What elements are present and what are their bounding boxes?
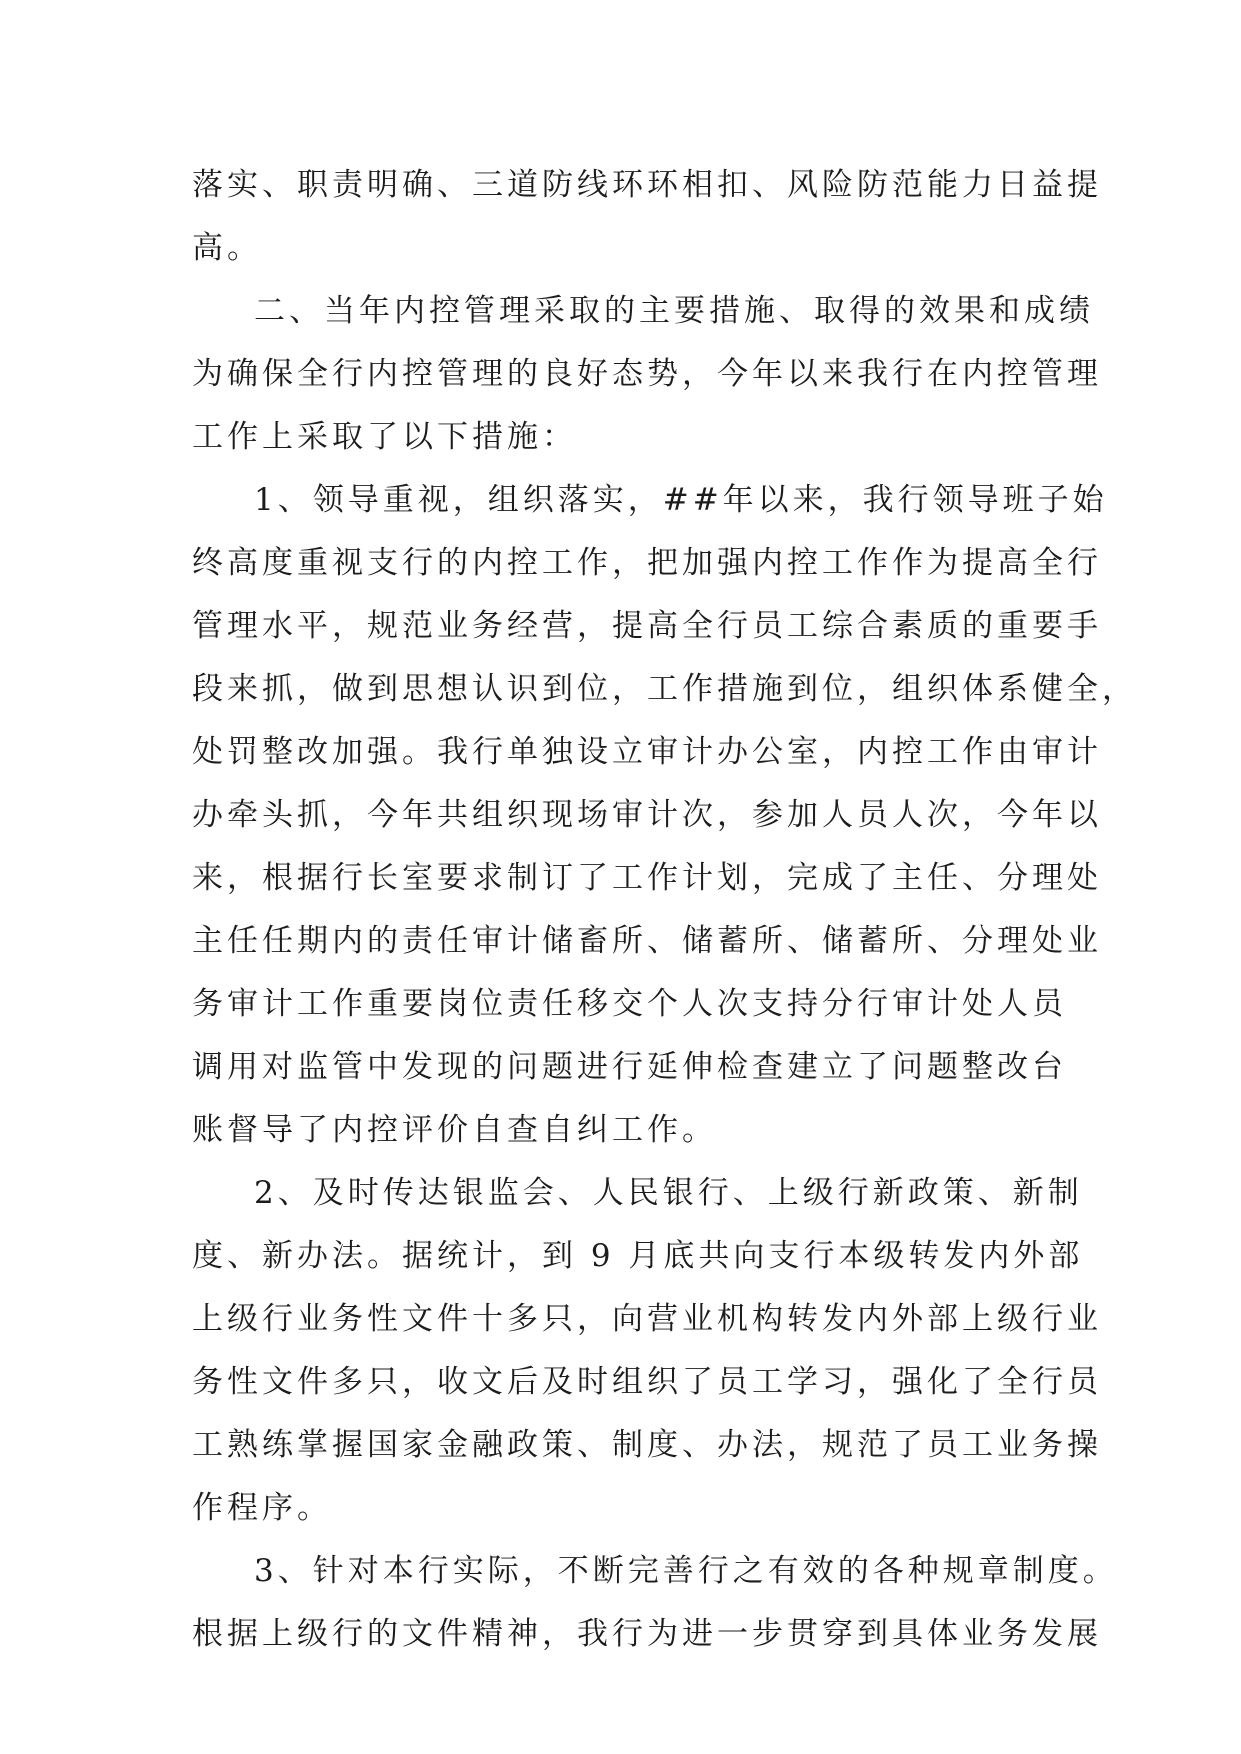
text-line: 二、当年内控管理采取的主要措施、取得的效果和成绩 bbox=[254, 293, 1094, 329]
text-line: 终高度重视支行的内控工作，把加强内控工作作为提高全行 bbox=[192, 545, 1102, 581]
text-line: 主任任期内的责任审计储畜所、储蓄所、储蓄所、分理处业 bbox=[192, 923, 1102, 959]
text-line: 高。 bbox=[192, 230, 262, 266]
text-line: 管理水平，规范业务经营，提高全行员工综合素质的重要手 bbox=[192, 608, 1102, 644]
text-line: 作程序。 bbox=[192, 1490, 332, 1526]
text-line: 处罚整改加强。我行单独设立审计办公室，内控工作由审计 bbox=[192, 734, 1102, 770]
text-line: 1、领导重视，组织落实，##年以来，我行领导班子始 bbox=[254, 482, 1108, 518]
text-line: 根据上级行的文件精神，我行为进一步贯穿到具体业务发展 bbox=[192, 1616, 1102, 1652]
text-line: 度、新办法。据统计，到 9 月底共向支行本级转发内外部 bbox=[192, 1238, 1084, 1274]
text-line: 务审计工作重要岗位责任移交个人次支持分行审计处人员 bbox=[192, 986, 1067, 1022]
text-line: 来，根据行长室要求制订了工作计划，完成了主任、分理处 bbox=[192, 860, 1102, 896]
text-line: 工熟练掌握国家金融政策、制度、办法，规范了员工业务操 bbox=[192, 1427, 1102, 1463]
text-line: 为确保全行内控管理的良好态势，今年以来我行在内控管理 bbox=[192, 356, 1102, 392]
text-line: 调用对监管中发现的问题进行延伸检查建立了问题整改台 bbox=[192, 1049, 1067, 1085]
text-line: 段来抓，做到思想认识到位，工作措施到位，组织体系健全， bbox=[192, 671, 1137, 707]
document-body bbox=[192, 154, 1137, 1666]
text-line: 2、及时传达银监会、人民银行、上级行新政策、新制 bbox=[254, 1175, 1083, 1211]
text-line: 落实、职责明确、三道防线环环相扣、风险防范能力日益提 bbox=[192, 167, 1102, 203]
text-line: 上级行业务性文件十多只，向营业机构转发内外部上级行业 bbox=[192, 1301, 1102, 1337]
text-line: 办牵头抓，今年共组织现场审计次，参加人员人次，今年以 bbox=[192, 797, 1102, 833]
text-line: 务性文件多只，收文后及时组织了员工学习，强化了全行员 bbox=[192, 1364, 1102, 1400]
text-line: 3、针对本行实际，不断完善行之有效的各种规章制度。 bbox=[254, 1553, 1118, 1589]
text-line: 工作上采取了以下措施： bbox=[192, 419, 577, 455]
text-line: 账督导了内控评价自查自纠工作。 bbox=[192, 1112, 717, 1148]
